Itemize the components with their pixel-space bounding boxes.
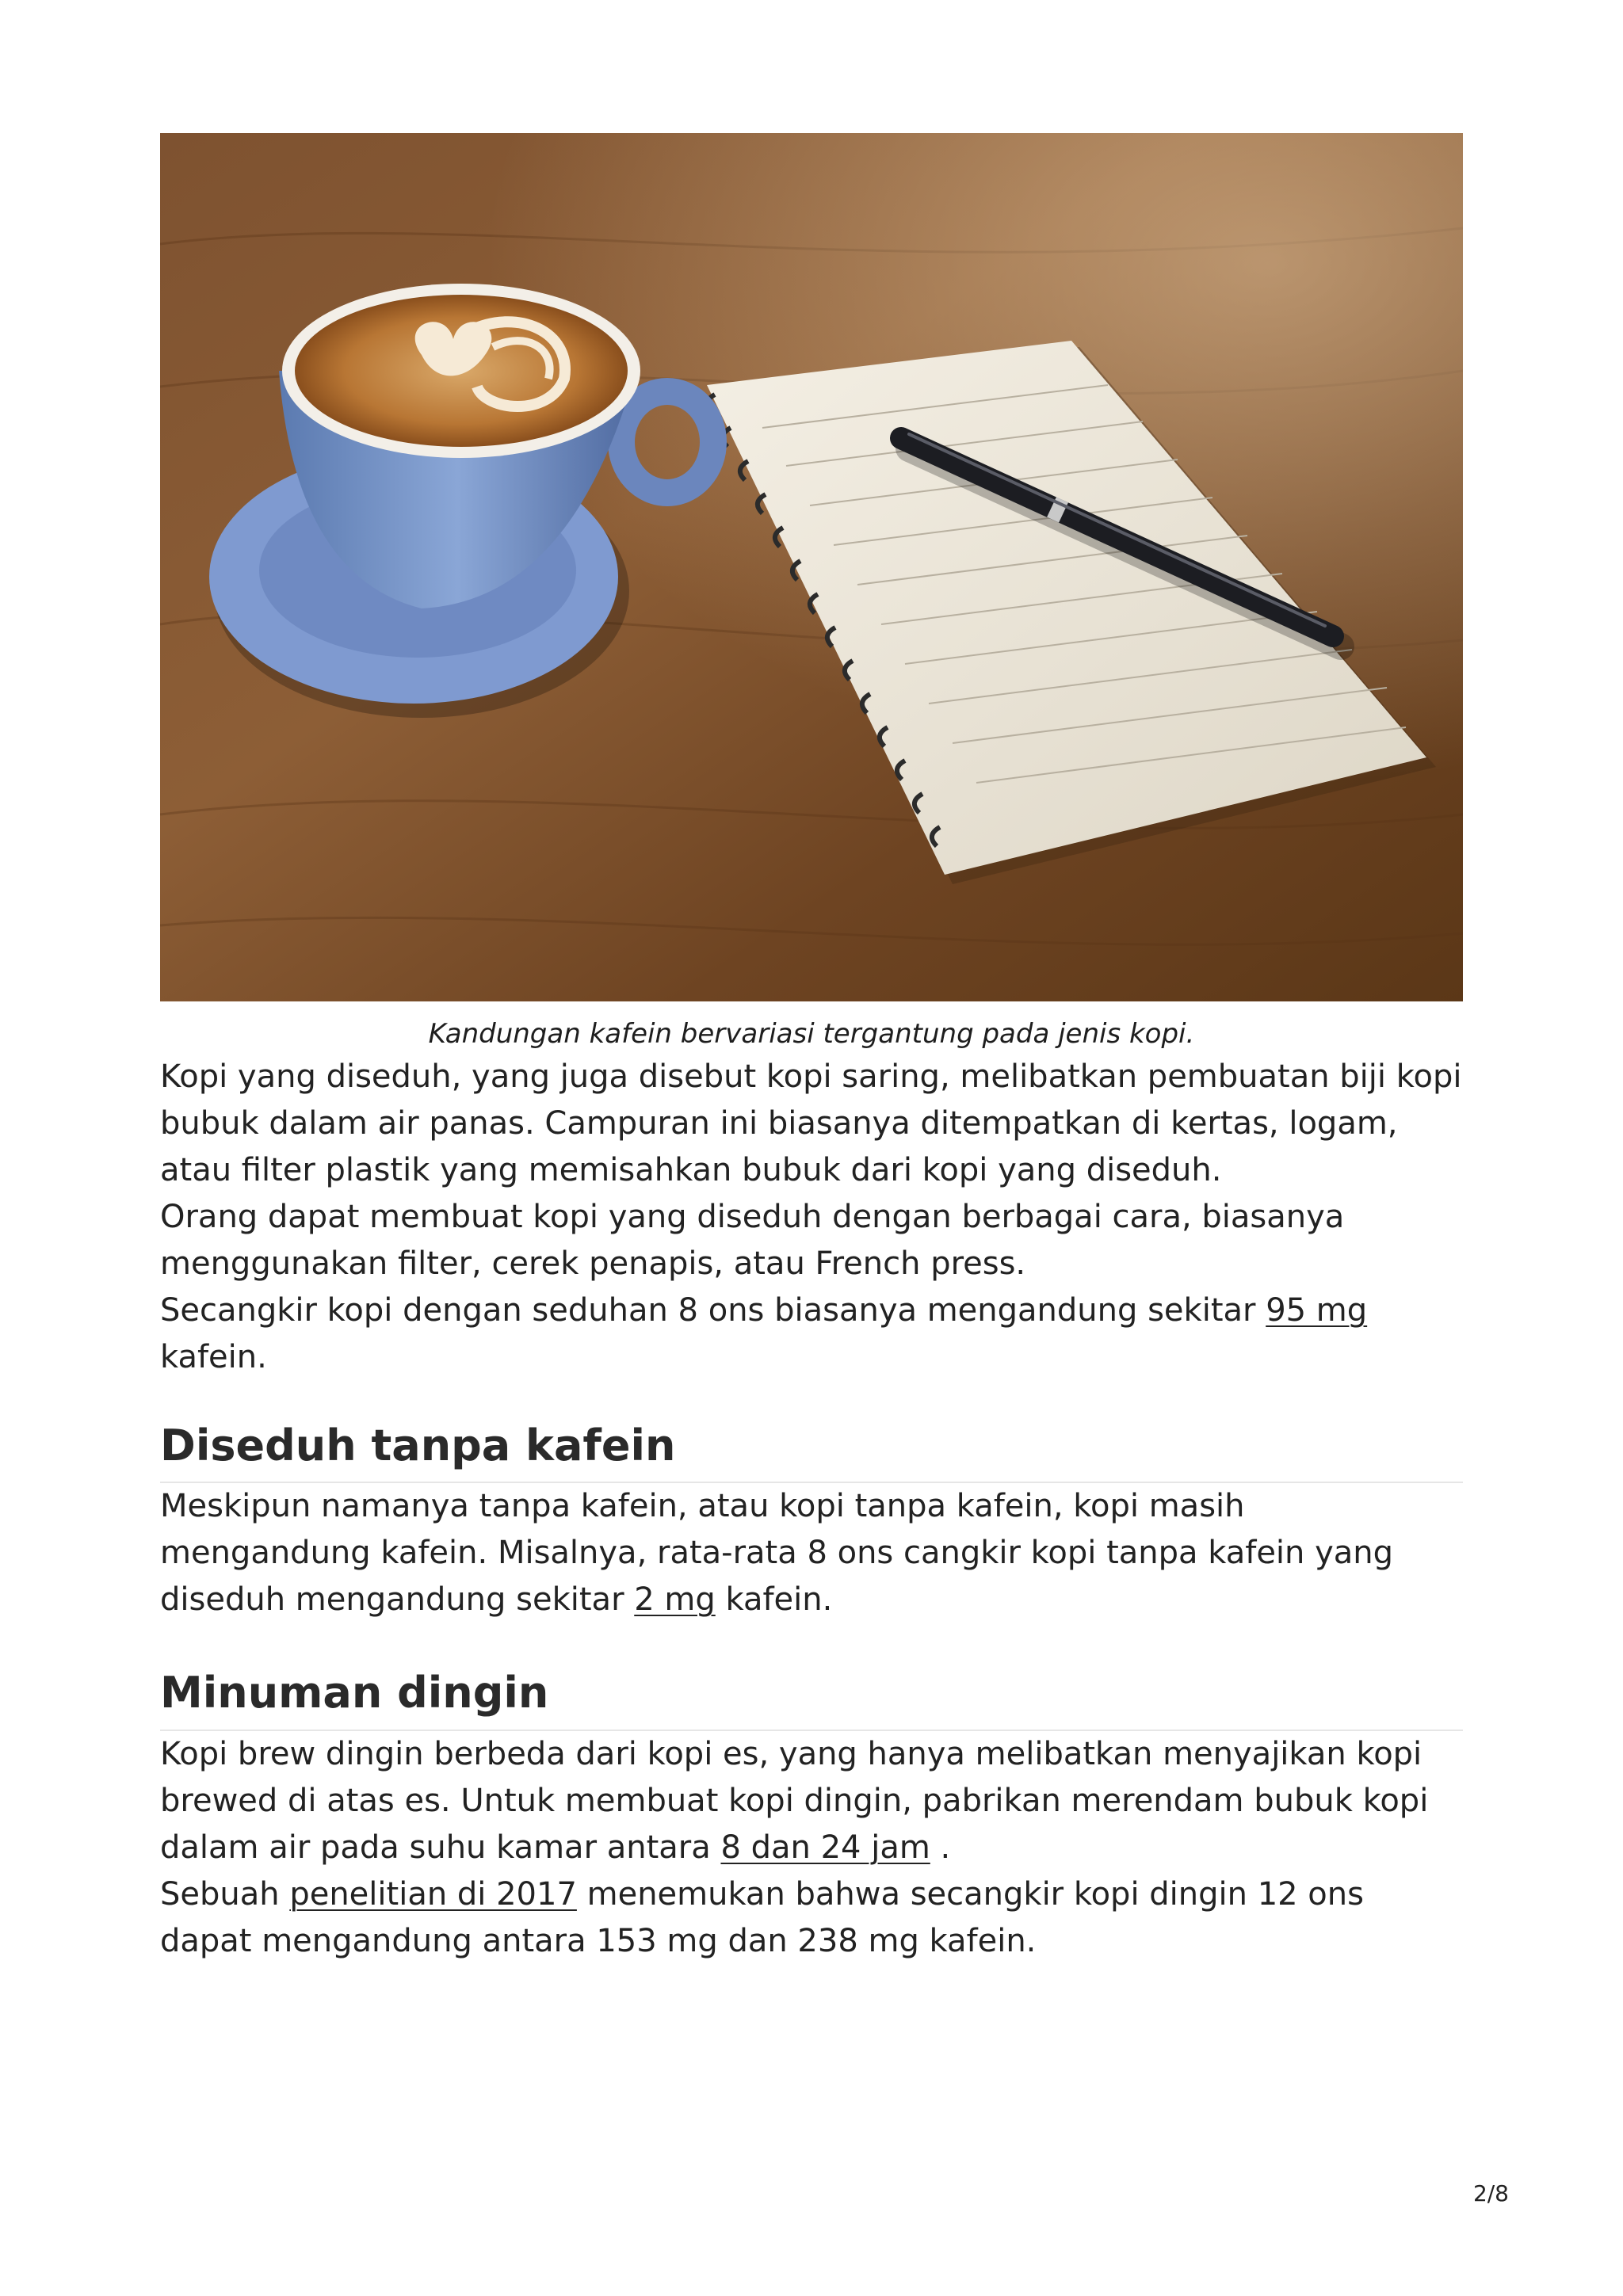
- paragraph-brewed-methods: Orang dapat membuat kopi yang diseduh dengan berbagai cara, biasanya menggunakan filter, cerek penapis, atau French press.: [160, 1198, 1345, 1282]
- text-segment: Secangkir kopi dengan seduhan 8 ons biasanya mengandung sekitar: [160, 1291, 1266, 1329]
- page-number: 2/8: [1472, 2180, 1509, 2206]
- text-segment: kafein.: [715, 1581, 833, 1619]
- coffee-notebook-photo: [160, 133, 1463, 1001]
- paragraph-decaf: [160, 1483, 1463, 1623]
- heading-decaf: Diseduh tanpa kafein: [160, 1419, 1463, 1484]
- text-segment: menemukan bahwa secangkir kopi dingin 12 ons dapat mengandung antara 153 mg dan 238 mg kafein.: [160, 1875, 1364, 1959]
- text-segment: Meskipun namanya tanpa kafein, atau kopi tanpa kafein, kopi masih mengandung kafein. Misalnya, rata-rata 8 ons cangkir kopi tanpa kafein yang diseduh mengandung sekitar: [160, 1488, 1394, 1619]
- article-content: [160, 133, 1463, 1965]
- text-segment: .: [930, 1829, 951, 1866]
- text-segment: Sebuah: [160, 1875, 290, 1913]
- paragraph-cold-brew-method: [160, 1731, 1463, 1871]
- paragraph-cold-brew-study: [160, 1871, 1463, 1965]
- link-2-mg[interactable]: 2 mg: [634, 1581, 716, 1619]
- link-95-mg[interactable]: 95 mg: [1266, 1291, 1368, 1329]
- paragraph-brewed-intro: Kopi yang diseduh, yang juga disebut kopi saring, melibatkan pembuatan biji kopi bubuk dalam air panas. Campuran ini biasanya ditempatkan di kertas, logam, atau filter plastik yang memisahkan bubuk dari kopi yang diseduh.: [160, 1058, 1462, 1188]
- text-segment: kafein.: [160, 1338, 267, 1375]
- link-study-2017[interactable]: penelitian di 2017: [289, 1875, 577, 1913]
- figure-caption: Kandungan kafein bervariasi tergantung pada jenis kopi.: [428, 1018, 1195, 1050]
- paragraph-brewed-caffeine: [160, 1287, 1463, 1381]
- text-segment: Kopi brew dingin berbeda dari kopi es, yang hanya melibatkan menyajikan kopi brewed di atas es. Untuk membuat kopi dingin, pabrikan merendam bubuk kopi dalam air pada suhu kamar antara: [160, 1735, 1429, 1866]
- heading-cold-brew: Minuman dingin: [160, 1666, 1463, 1731]
- photo-illustration: [160, 133, 1463, 1001]
- link-8-24-hours[interactable]: 8 dan 24 jam: [720, 1829, 930, 1866]
